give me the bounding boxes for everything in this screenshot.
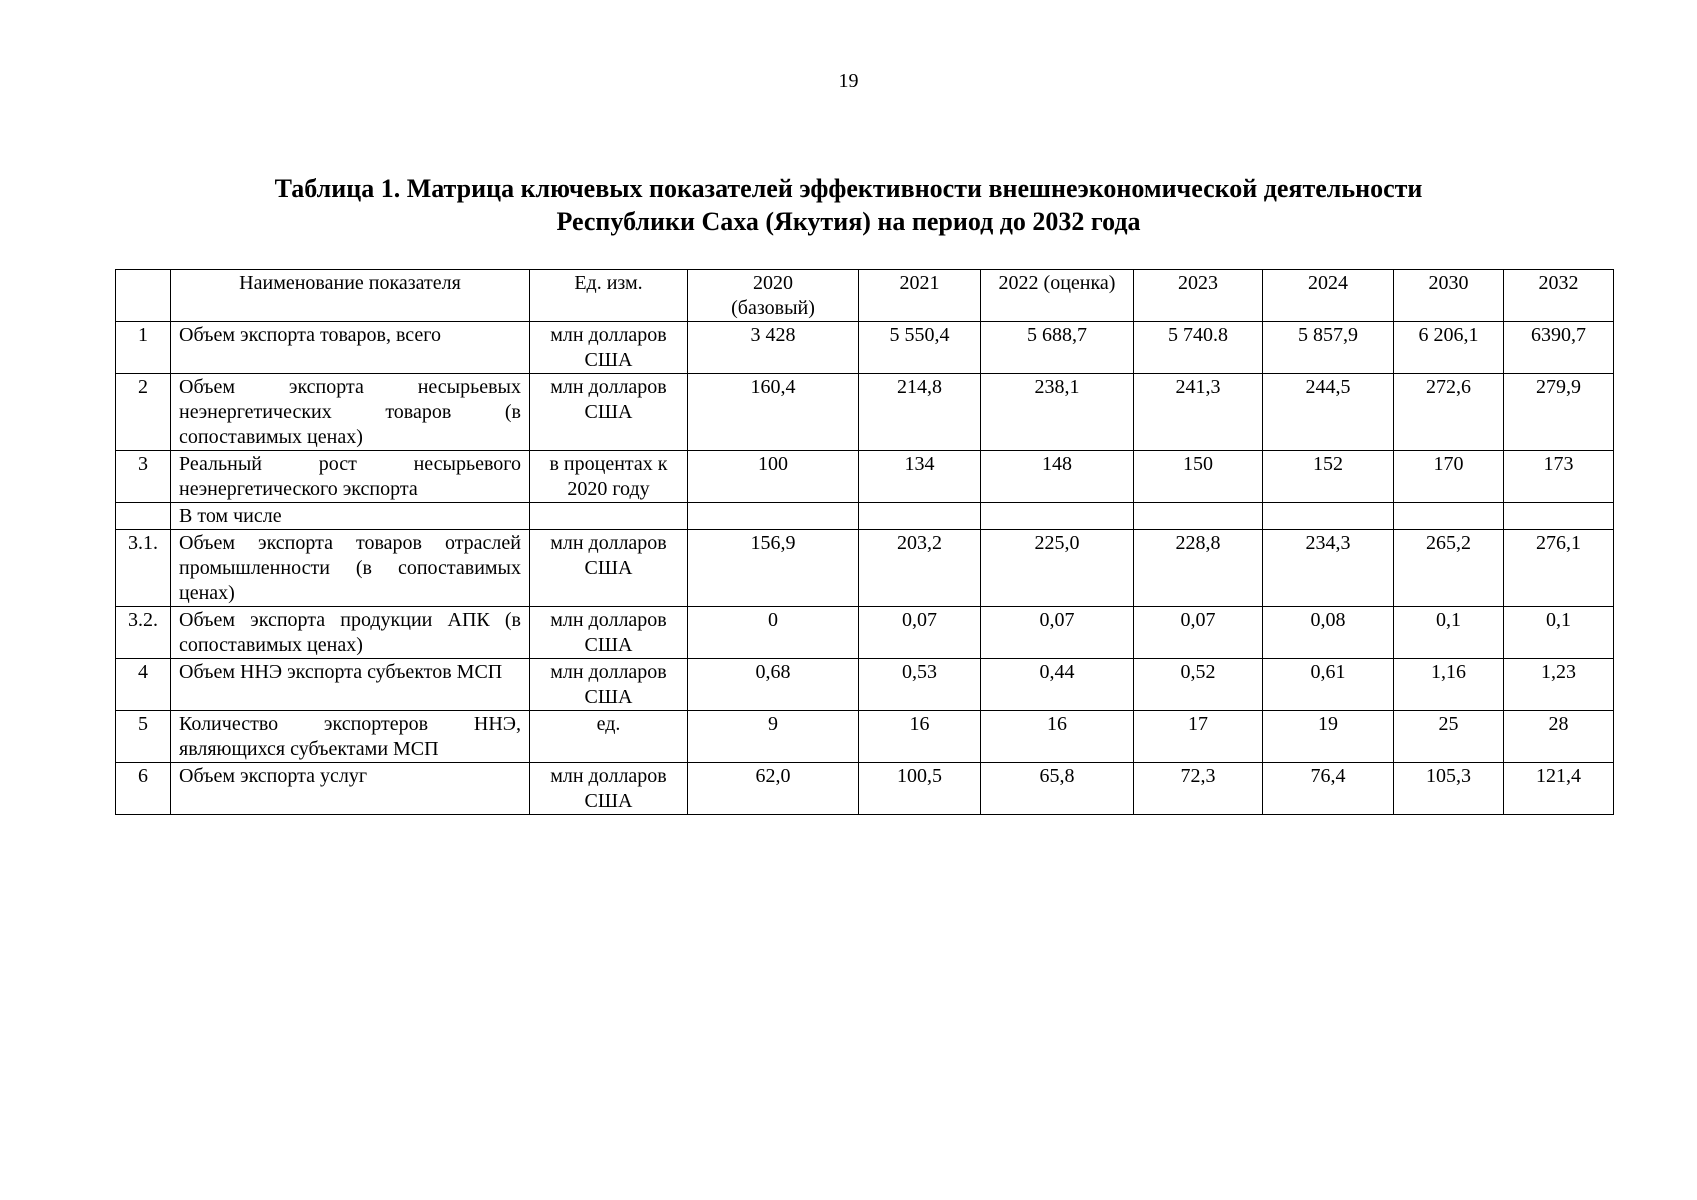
table-title-line-1: Таблица 1. Матрица ключевых показателей эффективности внешнеэкономической деятельности — [274, 174, 1423, 203]
header-num — [116, 270, 171, 322]
row-name: В том числе — [171, 503, 530, 530]
header-2020-year: 2020 — [753, 272, 793, 294]
value-2020: 0 — [688, 607, 859, 659]
page-number: 19 — [838, 70, 859, 92]
row-unit — [530, 503, 688, 530]
value-2024: 19 — [1263, 711, 1394, 763]
value-2032: 121,4 — [1504, 763, 1614, 815]
value-2032: 276,1 — [1504, 530, 1614, 607]
row-num: 3.1. — [116, 530, 171, 607]
row-num — [116, 503, 171, 530]
value-2024: 0,08 — [1263, 607, 1394, 659]
value-2032: 173 — [1504, 451, 1614, 503]
table-header-row — [116, 270, 1614, 322]
value-2021: 134 — [859, 451, 981, 503]
header-2030: 2030 — [1394, 270, 1504, 322]
value-2023: 0,52 — [1134, 659, 1263, 711]
header-unit: Ед. изм. — [530, 270, 688, 322]
row-name: Реальный рост несырьевого неэнергетического экспорта — [171, 451, 530, 503]
value-2032: 279,9 — [1504, 374, 1614, 451]
row-unit: млн долларов США — [530, 322, 688, 374]
header-2023: 2023 — [1134, 270, 1263, 322]
header-2022: 2022 (оценка) — [981, 270, 1134, 322]
value-2032 — [1504, 503, 1614, 530]
value-2022: 0,07 — [981, 607, 1134, 659]
value-2030: 6 206,1 — [1394, 322, 1504, 374]
row-unit: в процентах к 2020 году — [530, 451, 688, 503]
value-2030: 25 — [1394, 711, 1504, 763]
table-row — [116, 322, 1614, 374]
row-name: Объем экспорта товаров, всего — [171, 322, 530, 374]
value-2030: 272,6 — [1394, 374, 1504, 451]
row-num: 2 — [116, 374, 171, 451]
row-unit: млн долларов США — [530, 374, 688, 451]
value-2021: 0,07 — [859, 607, 981, 659]
table-row — [116, 530, 1614, 607]
value-2023: 150 — [1134, 451, 1263, 503]
value-2024: 152 — [1263, 451, 1394, 503]
row-name: Объем ННЭ экспорта субъектов МСП — [171, 659, 530, 711]
value-2032: 0,1 — [1504, 607, 1614, 659]
row-unit: млн долларов США — [530, 659, 688, 711]
value-2021: 214,8 — [859, 374, 981, 451]
row-unit: млн долларов США — [530, 607, 688, 659]
value-2030 — [1394, 503, 1504, 530]
value-2022: 65,8 — [981, 763, 1134, 815]
row-name: Объем экспорта продукции АПК (в сопоставимых ценах) — [171, 607, 530, 659]
value-2020: 9 — [688, 711, 859, 763]
header-2024: 2024 — [1263, 270, 1394, 322]
row-unit: млн долларов США — [530, 763, 688, 815]
value-2021: 16 — [859, 711, 981, 763]
table-row — [116, 607, 1614, 659]
value-2023: 5 740.8 — [1134, 322, 1263, 374]
value-2020: 156,9 — [688, 530, 859, 607]
value-2021: 5 550,4 — [859, 322, 981, 374]
table-row — [116, 451, 1614, 503]
row-name: Объем экспорта услуг — [171, 763, 530, 815]
row-num: 3.2. — [116, 607, 171, 659]
value-2023: 228,8 — [1134, 530, 1263, 607]
value-2020: 62,0 — [688, 763, 859, 815]
value-2024: 0,61 — [1263, 659, 1394, 711]
value-2030: 0,1 — [1394, 607, 1504, 659]
value-2021 — [859, 503, 981, 530]
value-2024 — [1263, 503, 1394, 530]
row-name: Количество экспортеров ННЭ, являющихся субъектами МСП — [171, 711, 530, 763]
value-2023 — [1134, 503, 1263, 530]
value-2020: 100 — [688, 451, 859, 503]
value-2023: 241,3 — [1134, 374, 1263, 451]
value-2022: 225,0 — [981, 530, 1134, 607]
value-2022: 0,44 — [981, 659, 1134, 711]
row-num: 6 — [116, 763, 171, 815]
table-row — [116, 763, 1614, 815]
row-num: 1 — [116, 322, 171, 374]
value-2032: 6390,7 — [1504, 322, 1614, 374]
row-unit: ед. — [530, 711, 688, 763]
value-2030: 105,3 — [1394, 763, 1504, 815]
row-num: 4 — [116, 659, 171, 711]
value-2030: 265,2 — [1394, 530, 1504, 607]
table-row — [116, 711, 1614, 763]
value-2020: 3 428 — [688, 322, 859, 374]
value-2020: 0,68 — [688, 659, 859, 711]
value-2022: 16 — [981, 711, 1134, 763]
table-row — [116, 503, 1614, 530]
header-2032: 2032 — [1504, 270, 1614, 322]
value-2021: 100,5 — [859, 763, 981, 815]
row-num: 5 — [116, 711, 171, 763]
header-name: Наименование показателя — [171, 270, 530, 322]
value-2022 — [981, 503, 1134, 530]
value-2030: 170 — [1394, 451, 1504, 503]
kpi-table — [115, 269, 1614, 815]
value-2032: 28 — [1504, 711, 1614, 763]
value-2023: 17 — [1134, 711, 1263, 763]
value-2022: 5 688,7 — [981, 322, 1134, 374]
value-2023: 72,3 — [1134, 763, 1263, 815]
value-2024: 244,5 — [1263, 374, 1394, 451]
table-row — [116, 374, 1614, 451]
table-row — [116, 659, 1614, 711]
row-name: Объем экспорта несырьевых неэнергетических товаров (в сопоставимых ценах) — [171, 374, 530, 451]
header-2020 — [688, 270, 859, 322]
header-2020-note: (базовый) — [731, 297, 815, 319]
row-name: Объем экспорта товаров отраслей промышленности (в сопоставимых ценах) — [171, 530, 530, 607]
value-2024: 5 857,9 — [1263, 322, 1394, 374]
value-2020: 160,4 — [688, 374, 859, 451]
row-unit: млн долларов США — [530, 530, 688, 607]
value-2030: 1,16 — [1394, 659, 1504, 711]
value-2021: 0,53 — [859, 659, 981, 711]
value-2024: 234,3 — [1263, 530, 1394, 607]
value-2021: 203,2 — [859, 530, 981, 607]
value-2024: 76,4 — [1263, 763, 1394, 815]
header-2021: 2021 — [859, 270, 981, 322]
value-2023: 0,07 — [1134, 607, 1263, 659]
table-title — [0, 172, 1697, 238]
row-num: 3 — [116, 451, 171, 503]
value-2020 — [688, 503, 859, 530]
value-2022: 148 — [981, 451, 1134, 503]
table-title-line-2: Республики Саха (Якутия) на период до 2032 года — [556, 207, 1141, 236]
value-2032: 1,23 — [1504, 659, 1614, 711]
value-2022: 238,1 — [981, 374, 1134, 451]
